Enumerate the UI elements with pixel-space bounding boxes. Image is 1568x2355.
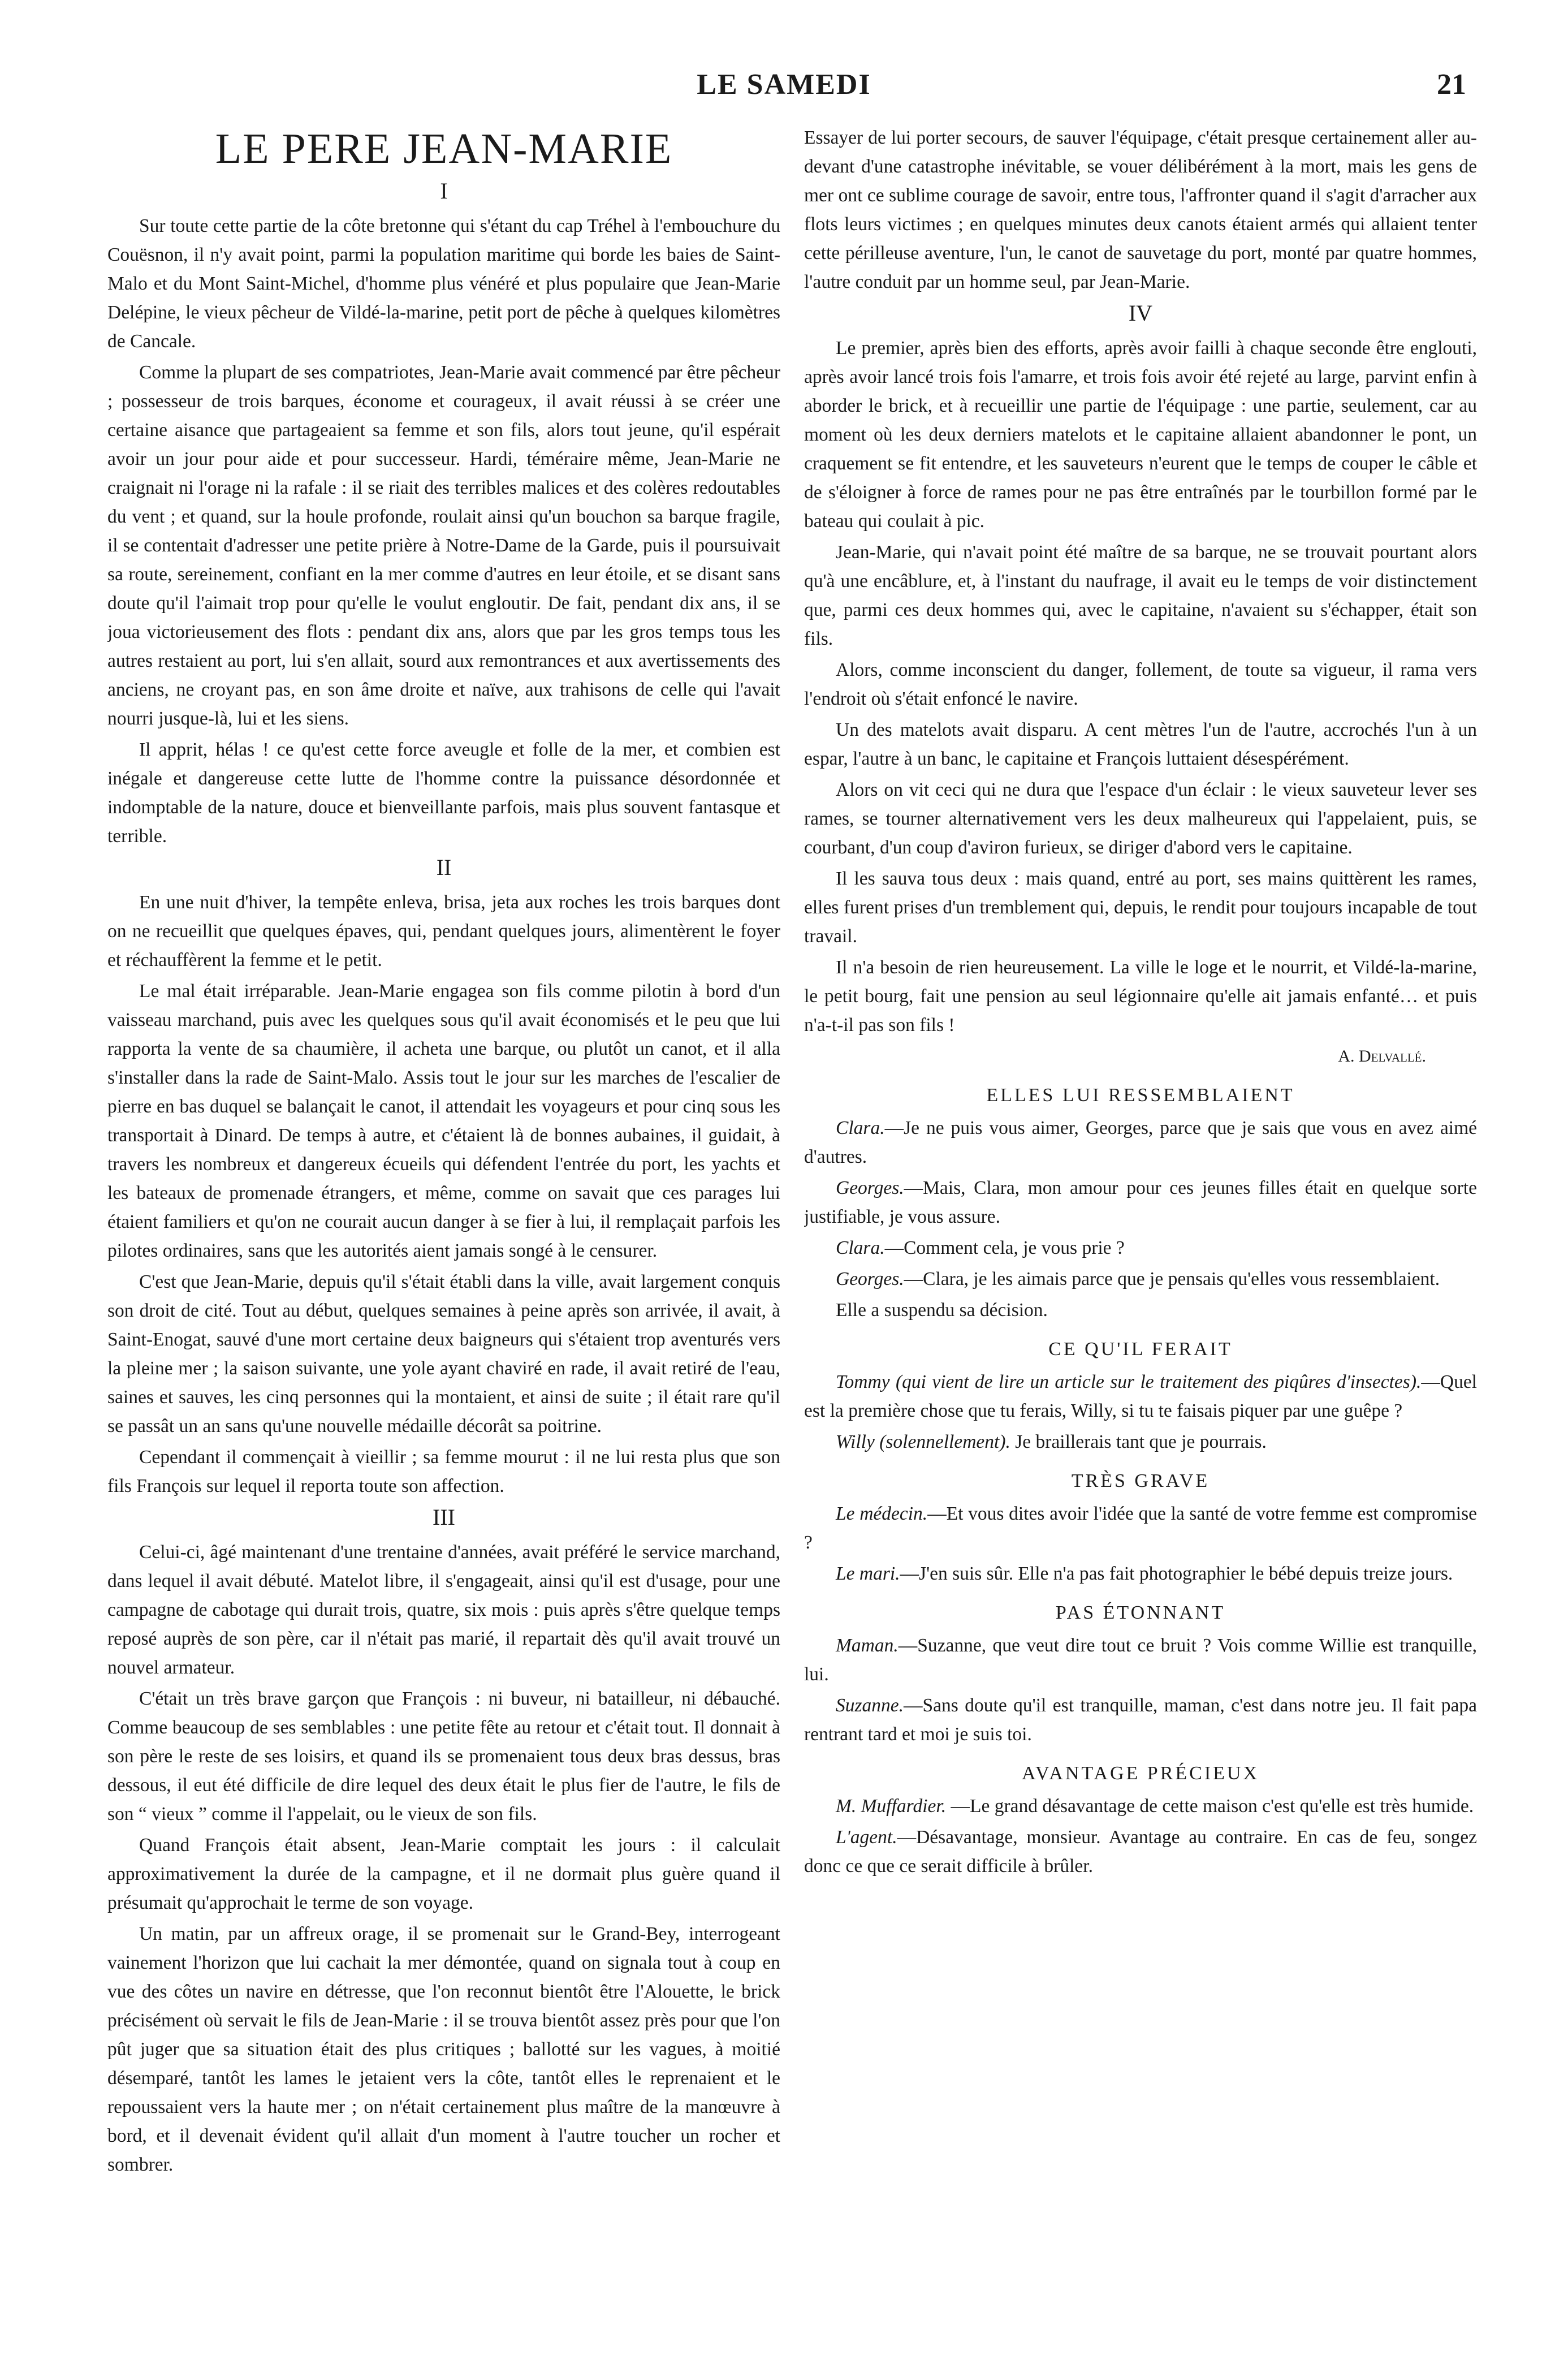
speaker: Clara. [836,1237,885,1258]
paragraph: Alors on vit ceci qui ne dura que l'espace d'un éclair : le vieux sauveteur lever ses rames, se tourner alternativement vers les deux malheureux qui l'appelaient, puis, se courbant, d'un coup d'aviron furieux, se diriger d'abord vers le capitaine. [804,779,1477,858]
dialog-line [804,1114,1477,1171]
dialog-text: —Quel est la première chose que tu ferais, Willy, si tu te faisais piquer par une guêpe ? [804,1371,1477,1421]
paragraph: Alors, comme inconscient du danger, follement, de toute sa vigueur, il rama vers l'endroit où s'était enfoncé le navire. [804,659,1477,709]
speaker: Suzanne. [836,1695,904,1716]
paragraph: C'est que Jean-Marie, depuis qu'il s'était établi dans la ville, avait largement conquis son droit de cité. Tout au début, quelques semaines à peine après son arrivée, il avait, à Saint-Enogat, sauvé d'une mort certaine deux baigneurs qui s'étaient trop aventurés vers la pleine mer ; la saison suivante, une yole ayant chaviré en rade, il avait retiré de l'eau, saines et sauves, les cinq personnes qui la montaient, et ainsi de suite ; il était rare qu'il se passât un an sans qu'une nouvelle médaille décorât sa poitrine. [107,1271,780,1437]
paragraph: Il les sauva tous deux : mais quand, entré au port, ses mains quittèrent les rames, elles furent prises d'un tremblement qui, depuis, le rendit pour toujours incapable de tout travail. [804,868,1477,947]
paragraph: Un des matelots avait disparu. A cent mètres l'un de l'autre, accrochés l'un à un espar, l'autre à un banc, le capitaine et François luttaient désespérément. [804,719,1477,769]
dialog-text: —Et vous dites avoir l'idée que la santé de votre femme est compromise ? [804,1503,1477,1553]
dialog-line [804,1792,1477,1821]
anecdote [804,1601,1477,1749]
paragraph: Il apprit, hélas ! ce qu'est cette force aveugle et folle de la mer, et combien est inégale et dangereuse cette lutte de l'homme contre la puissance désordonnée et indomptable de la nature, douce et bienveillante parfois, mais plus souvent fantasque et terrible. [107,739,780,847]
dialog-text: —Sans doute qu'il est tranquille, maman, c'est dans notre jeu. Il fait papa rentrant tard et moi je suis toi. [804,1695,1477,1745]
speaker: Le médecin. [836,1503,928,1524]
paragraph: Il n'a besoin de rien heureusement. La ville le loge et le nourrit, et Vildé-la-marine, le petit bourg, fait une pension au seul légionnaire qu'elle ait jamais enfanté… et puis n'a-t-il pas son fils ! [804,957,1477,1036]
section-number: IV [1128,300,1153,326]
speaker: M. Muffardier. [836,1796,947,1817]
anecdote-title: TRÈS GRAVE [1071,1470,1210,1491]
paragraph: Comme la plupart de ses compatriotes, Jean-Marie avait commencé par être pêcheur ; possesseur de trois barques, économe et courageux, il avait réussi à se créer une certaine aisance que partageaient sa femme et son fils, alors tout jeune, qu'il espérait avoir un jour pour aide et pour successeur. Hardi, téméraire même, Jean-Marie ne craignait ni l'orage ni la rafale : il se riait des terribles malices et des colères redoutables du vent ; et quand, sur la houle profonde, roulait ainsi qu'un bouchon sa barque fragile, il se contentait d'adresser une petite prière à Notre-Dame de la Garde, puis il poursuivait sa route, sereinement, confiant en la mer comme d'autres en leur étoile, et se disant sans doute qu'il l'aimait trop pour qu'elle le voulut engloutir. De fait, pendant dix ans, il se joua victorieusement des flots : pendant dix ans, alors que par les gros temps tous les autres restaient au port, lui s'en allait, sourd aux remontrances et aux avertissements des anciens, ne croyant pas, en son âme droite et naïve, aux trahisons de celle qui l'avait nourri jusque-là, lui et les siens. [107,362,780,729]
dialog-line [804,1499,1477,1557]
speaker: Willy (solennellement). [836,1431,1010,1452]
dialog-text: —Le grand désavantage de cette maison c'est qu'elle est très humide. [946,1796,1474,1817]
anecdote-title: PAS ÉTONNANT [1055,1602,1226,1623]
anecdote [804,1337,1477,1456]
dialog-line [804,1233,1477,1262]
dialog-line [804,1631,1477,1689]
section-number: I [440,178,448,204]
dialog-line [804,1368,1477,1425]
dialog-text: —Suzanne, que veut dire tout ce bruit ? Vois comme Willie est tranquille, lui. [804,1635,1477,1685]
dialog-text: —Comment cela, je vous prie ? [884,1237,1125,1258]
paragraph: En une nuit d'hiver, la tempête enleva, brisa, jeta aux roches les trois barques dont on ne recueillit que quelques épaves, qui, pendant quelques jours, alimentèrent le foyer et réchauffèrent la femme et le petit. [107,892,780,971]
paragraph: Sur toute cette partie de la côte bretonne qui s'étant du cap Tréhel à l'embouchure du Couësnon, il n'y avait point, parmi la population maritime qui borde les baies de Saint-Malo et du Mont Saint-Michel, d'homme plus vénéré et plus populaire que Jean-Marie Delépine, le vieux pêcheur de Vildé-la-marine, petit port de pêche à quelques kilomètres de Cancale. [107,215,780,352]
paragraph: Le premier, après bien des efforts, après avoir failli à chaque seconde être englouti, après avoir lancé trois fois l'amarre, et trois fois avoir été rejeté au large, parvint enfin à aborder le brick, et à recueillir une partie de l'équipage : une partie, seulement, car au moment où les deux derniers matelots et le capitaine allaient abandonner le pont, un craquement se fit entendre, et les sauveteurs n'eurent que le temps de couper le câble et de s'éloigner à force de rames pour ne pas être entraînés par le tourbillon formé par le bateau qui coulait à pic. [804,338,1477,532]
speaker: Georges. [836,1178,904,1198]
dialog-line [804,1559,1477,1588]
right-column [804,123,1477,2310]
running-title: LE SAMEDI [697,68,871,101]
paragraph: Celui-ci, âgé maintenant d'une trentaine d'années, avait préféré le service marchand, dans lequel il avait débuté. Matelot libre, il s'engageait, ainsi qu'il est d'usage, pour une campagne de cabotage qui durait trois, quatre, six mois : puis après s'être quelque temps reposé auprès de son père, car il n'était pas marié, il repartait dès qu'il avait trouvé un nouvel armateur. [107,1542,780,1678]
dialog-line [804,1823,1477,1880]
dialog-text: Elle a suspendu sa décision. [836,1300,1048,1321]
dialog-text: —Mais, Clara, mon amour pour ces jeunes filles était en quelque sorte justifiable, je vous assure. [804,1178,1477,1227]
anecdote [804,1761,1477,1880]
speaker: Maman. [836,1635,899,1656]
paragraph: Jean-Marie, qui n'avait point été maître de sa barque, ne se trouvait pourtant alors qu'à une encâblure, et, à l'instant du naufrage, il avait eu le temps de voir distinctement que, parmi ces deux hommes qui, avec le capitaine, n'avaient su s'échapper, était son fils. [804,542,1477,649]
section-number: II [436,855,452,880]
dialog-line [804,1174,1477,1231]
left-column [107,123,780,2310]
dialog-line [804,1265,1477,1293]
paragraph: C'était un très brave garçon que François : ni buveur, ni batailleur, ni débauché. Comme beaucoup de ses semblables : une petite fête au retour et c'était tout. Il donnait à son père le reste de ses loisirs, et quand ils se promenaient tous deux bras dessus, bras dessous, il eut été difficile de dire lequel des deux était le plus fier de l'autre, le fils de son “ vieux ” comme il l'appelait, ou le vieux de son fils. [107,1688,780,1825]
article-title: LE PERE JEAN-MARIE [215,125,673,172]
anecdote [804,1083,1477,1325]
paragraph: Quand François était absent, Jean-Marie comptait les jours : il calculait approximativement la durée de la campagne, et il ne dormait plus guère quand il présumait qu'approchait le terme de son voyage. [107,1835,780,1913]
article-signature: A. Delvallé. [1338,1047,1426,1066]
anecdote [804,1469,1477,1588]
dialog-text: Je braillerais tant que je pourrais. [1010,1431,1267,1452]
section-number: III [433,1504,455,1530]
dialog-text: —J'en suis sûr. Elle n'a pas fait photographier le bébé depuis treize jours. [900,1563,1453,1584]
page-number: 21 [1437,68,1466,101]
anecdote-title: ELLES LUI RESSEMBLAIENT [986,1085,1295,1106]
paragraph: Le mal était irréparable. Jean-Marie engagea son fils comme pilotin à bord d'un vaisseau marchand, puis avec les quelques sous qu'il avait économisés et le peu que lui rapporta la vente de sa chaumière, il acheta une barque, ou plutôt un canot, et il alla s'installer dans la rade de Saint-Malo. Assis tout le jour sur les marches de l'escalier de pierre en bas duquel se balançait le canot, il attendait les voyageurs et pour cinq sous les transportait à Dinard. De temps à autre, et c'étaient là de bonnes aubaines, il guidait, à travers les nombreux et dangereux écueils qui défendent l'entrée du port, les yachts et les bateaux de promenade étrangers, et même, comme on savait que ces parages lui étaient familiers et qu'on ne courait aucun danger à se fier à lui, il remplaçait parfois les pilotes ordinaires, sans que les autorités aient jamais songé à le censurer. [107,981,780,1261]
speaker: Le mari. [836,1563,900,1584]
anecdote-title: CE QU'IL FERAIT [1048,1339,1233,1360]
paragraph: Essayer de lui porter secours, de sauver l'équipage, c'était presque certainement aller au-devant d'une catastrophe inévitable, se vouer délibérément à la mort, mais les gens de mer ont ce sublime courage de savoir, entre tous, l'affronter quand il s'agit d'arracher aux flots leurs victimes ; en quelques minutes deux canots étaient armés qui allaient tenter cette périlleuse aventure, l'un, le canot de sauvetage du port, monté par quatre hommes, l'autre conduit par un homme seul, par Jean-Marie. [804,127,1477,292]
dialog-line [804,1296,1477,1325]
speaker: L'agent. [836,1827,897,1848]
speaker: Clara. [836,1118,885,1138]
dialog-line [804,1427,1477,1456]
page-header [102,68,1466,119]
anecdote-title: AVANTAGE PRÉCIEUX [1021,1763,1260,1784]
dialog-text: —Désavantage, monsieur. Avantage au contraire. En cas de feu, songez donc ce que ce serait difficile à brûler. [804,1827,1477,1877]
dialog-text: —Clara, je les aimais parce que je pensais qu'elles vous ressemblaient. [904,1269,1440,1289]
paragraph: Cependant il commençait à vieillir ; sa femme mourut : il ne lui resta plus que son fils François sur lequel il reporta toute son affection. [107,1447,780,1496]
speaker: Tommy (qui vient de lire un article sur le traitement des piqûres d'insectes). [836,1371,1422,1392]
dialog-line [804,1691,1477,1749]
dialog-text: —Je ne puis vous aimer, Georges, parce que je sais que vous en avez aimé d'autres. [804,1118,1477,1167]
speaker: Georges. [836,1269,904,1289]
paragraph: Un matin, par un affreux orage, il se promenait sur le Grand-Bey, interrogeant vainement l'horizon que lui cachait la mer démontée, quand on signala tout à coup en vue des côtes un navire en détresse, que l'on reconnut bientôt être l'Alouette, le brick précisément où servait le fils de Jean-Marie : il se trouva bientôt assez près pour que l'on pût juger que sa situation était des plus critiques ; ballotté sur les vagues, à moitié désemparé, tantôt les lames le jetaient vers la côte, tantôt elles le reprenaient et le repoussaient vers la haute mer ; on n'était certainement plus maître de la manœuvre à bord, et il devenait évident qu'il allait d'un moment à l'autre toucher un rocher et sombrer. [107,1923,780,2175]
